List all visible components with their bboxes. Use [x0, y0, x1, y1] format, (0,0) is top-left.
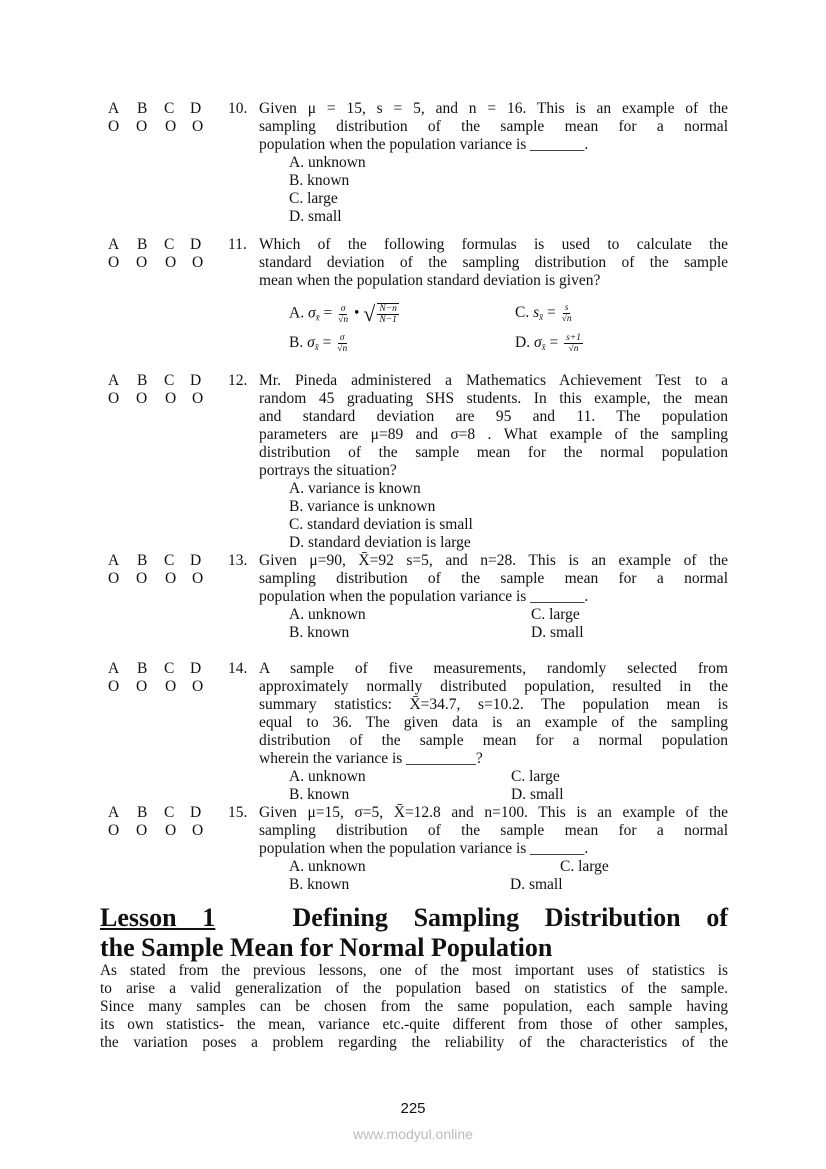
- answer-letter-a: A: [108, 236, 120, 253]
- answer-bubble-a[interactable]: O: [108, 570, 120, 587]
- answer-bubble-b[interactable]: O: [136, 254, 148, 271]
- answer-option: C. large: [511, 768, 560, 785]
- answer-bubble-b[interactable]: O: [136, 118, 148, 135]
- question-text-line: wherein the variance is _________?: [259, 750, 483, 767]
- question-number: 13.: [228, 552, 248, 569]
- answer-bubble-a[interactable]: O: [108, 678, 120, 695]
- answer-letter-a: A: [108, 552, 120, 569]
- answer-letter-b: B: [137, 660, 148, 677]
- option-label: C.: [515, 304, 530, 322]
- page-number: 225: [400, 1100, 426, 1117]
- answer-option: B. known: [289, 876, 350, 893]
- formula-subscript: x̄: [539, 312, 544, 323]
- answer-bubble-c[interactable]: O: [165, 390, 177, 407]
- answer-option: A. unknown: [289, 858, 366, 875]
- denominator: N−1: [379, 315, 397, 325]
- question-number: 10.: [228, 100, 248, 117]
- answer-option: B. variance is unknown: [289, 498, 436, 515]
- answer-letter-d: D: [190, 100, 202, 117]
- question-text-line: and standard deviation are 95 and 11. The population: [259, 408, 728, 425]
- formula-lhs: σ: [533, 334, 542, 352]
- answer-letter-b: B: [137, 100, 148, 117]
- answer-letter-c: C: [164, 236, 175, 253]
- denominator: √n: [337, 344, 348, 354]
- answer-letter-c: C: [164, 552, 175, 569]
- formula-lhs: σ: [307, 304, 316, 322]
- lesson-paragraph-line: the variation poses a problem regarding the reliability of the characteristics of the: [100, 1034, 728, 1051]
- formula-option-a: A. $\sigma_{x̄}$ = $\frac{\sigma}{√n}$ • √ $\frac{N-n}{N-1}$: [289, 303, 401, 327]
- formula-lhs: σ: [307, 334, 315, 352]
- numerator: N−n: [379, 304, 397, 314]
- formula-option-b: B. $\sigma_{x̄}$ = $\frac{\sigma}{√n}$: [289, 333, 348, 354]
- multiply-dot: •: [353, 304, 360, 322]
- answer-bubble-b[interactable]: O: [136, 822, 148, 839]
- question-text-line: A sample of five measurements, randomly selected from: [259, 660, 728, 677]
- numerator: σ: [340, 303, 346, 314]
- question-text-line: population when the population variance is _______.: [259, 588, 589, 605]
- answer-option: A. unknown: [289, 154, 366, 171]
- question-text-line: portrays the situation?: [259, 462, 397, 479]
- fraction: [337, 333, 347, 354]
- answer-letter-d: D: [190, 660, 202, 677]
- answer-bubble-b[interactable]: O: [136, 678, 148, 695]
- question-text-line: Mr. Pineda administered a Mathematics Achievement Test to a: [259, 372, 728, 389]
- numerator: s: [564, 303, 569, 313]
- lesson-title-part-1: Defining Sampling Distribution of: [292, 903, 728, 932]
- answer-option: C. standard deviation is small: [289, 516, 473, 533]
- answer-bubble-b[interactable]: O: [136, 390, 148, 407]
- answer-bubble-c[interactable]: O: [165, 118, 177, 135]
- question-text-line: parameters are μ=89 and σ=8 . What example of the sampling: [259, 426, 728, 443]
- answer-option: A. variance is known: [289, 480, 421, 497]
- numerator: σ: [339, 333, 345, 343]
- answer-letter-a: A: [108, 660, 120, 677]
- answer-letter-c: C: [164, 372, 175, 389]
- answer-letter-d: D: [190, 804, 202, 821]
- watermark-url: www.modyul.online: [353, 1126, 473, 1142]
- question-text-line: distribution of the sample mean for a normal population: [259, 732, 728, 749]
- question-text-line: population when the population variance is _______.: [259, 136, 589, 153]
- lesson-paragraph-line: Since many samples can be chosen from the same population, each sample having: [100, 998, 728, 1015]
- lesson-heading-line-1: [100, 903, 728, 933]
- denominator: √n: [338, 314, 349, 325]
- option-label: B.: [289, 334, 304, 352]
- question-number: 14.: [228, 660, 248, 677]
- answer-bubble-d[interactable]: O: [192, 678, 204, 695]
- lesson-label: Lesson 1: [100, 903, 216, 932]
- answer-letter-d: D: [190, 552, 202, 569]
- answer-letter-a: A: [108, 100, 120, 117]
- question-text-line: Given μ=90, X̄=92 s=5, and n=28. This is an example of the: [259, 552, 728, 569]
- answer-option: C. large: [531, 606, 580, 623]
- answer-bubble-c[interactable]: O: [165, 822, 177, 839]
- formula-subscript: x̄: [541, 342, 546, 353]
- formula-option-c: C. $s_{x̄}$ = $\frac{s}{√n}$: [515, 303, 572, 324]
- lesson-heading-line-2: the Sample Mean for Normal Population: [100, 933, 553, 962]
- denominator: √n: [561, 314, 572, 324]
- question-text-line: sampling distribution of the sample mean for a normal: [259, 570, 728, 587]
- answer-letter-b: B: [137, 804, 148, 821]
- answer-bubble-c[interactable]: O: [165, 254, 177, 271]
- question-text-line: Given μ = 15, s = 5, and n = 16. This is an example of the: [259, 100, 728, 117]
- answer-bubble-a[interactable]: O: [108, 254, 120, 271]
- answer-option: B. known: [289, 624, 350, 641]
- answer-letter-d: D: [190, 372, 202, 389]
- option-label: D.: [515, 334, 531, 352]
- answer-bubble-b[interactable]: O: [136, 570, 148, 587]
- answer-option: D. small: [510, 876, 563, 893]
- lesson-paragraph-line: As stated from the previous lessons, one of the most important uses of statistics is: [100, 962, 728, 979]
- answer-letter-a: A: [108, 372, 120, 389]
- answer-option: B. known: [289, 786, 350, 803]
- answer-option: D. small: [289, 208, 342, 225]
- formula-option-d: D. $\sigma_{x̄}$ = $\frac{s+1}{√n}$: [515, 333, 581, 354]
- question-text-line: sampling distribution of the sample mean for a normal: [259, 822, 728, 839]
- lesson-paragraph-line: to arise a valid generalization of the population based on statistics of the sample.: [100, 980, 728, 997]
- answer-bubble-d[interactable]: O: [192, 254, 204, 271]
- denominator: √n: [568, 344, 579, 354]
- question-text-line: Which of the following formulas is used to calculate the: [259, 236, 728, 253]
- question-text-line: mean when the population standard deviation is given?: [259, 272, 601, 289]
- formula-subscript: x̄: [314, 342, 319, 353]
- answer-bubble-c[interactable]: O: [165, 678, 177, 695]
- answer-letter-b: B: [137, 236, 148, 253]
- answer-option: D. small: [511, 786, 564, 803]
- answer-bubble-a[interactable]: O: [108, 390, 120, 407]
- answer-letter-a: A: [108, 804, 120, 821]
- answer-option: B. known: [289, 172, 350, 189]
- question-text-line: random 45 graduating SHS students. In this example, the mean: [259, 390, 728, 407]
- answer-option: D. small: [531, 624, 584, 641]
- answer-bubble-d[interactable]: O: [192, 570, 204, 587]
- answer-option: A. unknown: [289, 768, 366, 785]
- question-text-line: standard deviation of the sampling distribution of the sample: [259, 254, 728, 271]
- question-number: 15.: [228, 804, 248, 821]
- answer-option: C. large: [289, 190, 338, 207]
- answer-bubble-c[interactable]: O: [165, 570, 177, 587]
- answer-letter-b: B: [137, 372, 148, 389]
- answer-letter-b: B: [137, 552, 148, 569]
- fraction: [564, 333, 583, 354]
- question-text-line: Given μ=15, σ=5, X̄=12.8 and n=100. This is an example of the: [259, 804, 728, 821]
- fraction: [338, 304, 348, 325]
- answer-letter-c: C: [164, 660, 175, 677]
- answer-bubble-d[interactable]: O: [192, 822, 204, 839]
- answer-letter-c: C: [164, 804, 175, 821]
- option-label: A.: [289, 304, 305, 322]
- answer-bubble-a[interactable]: O: [108, 118, 120, 135]
- formula-lhs: s: [533, 304, 540, 322]
- lesson-paragraph-line: its own statistics- the mean, variance etc.-quite different from those of other samples,: [100, 1016, 728, 1033]
- fraction: [562, 303, 572, 324]
- question-number: 11.: [228, 236, 247, 253]
- question-text-line: equal to 36. The given data is an example of the sampling: [259, 714, 728, 731]
- formula-subscript: x̄: [315, 312, 320, 323]
- question-text-line: sampling distribution of the sample mean for a normal: [259, 118, 728, 135]
- question-number: 12.: [228, 372, 248, 389]
- square-root: √ $\frac{N-n}{N-1}$: [363, 301, 397, 326]
- answer-option: D. standard deviation is large: [289, 534, 471, 551]
- answer-bubble-a[interactable]: O: [108, 822, 120, 839]
- answer-letter-c: C: [164, 100, 175, 117]
- question-text-line: summary statistics: X̄=34.7, s=10.2. The population mean is: [259, 696, 728, 713]
- answer-option: A. unknown: [289, 606, 366, 623]
- answer-bubble-d[interactable]: O: [192, 390, 204, 407]
- question-text-line: approximately normally distributed population, resulted in the: [259, 678, 728, 695]
- answer-letter-d: D: [190, 236, 202, 253]
- question-text-line: distribution of the sample mean for the normal population: [259, 444, 728, 461]
- question-text-line: population when the population variance is _______.: [259, 840, 589, 857]
- answer-bubble-d[interactable]: O: [192, 118, 204, 135]
- numerator: s+1: [566, 333, 581, 343]
- answer-option: C. large: [560, 858, 609, 875]
